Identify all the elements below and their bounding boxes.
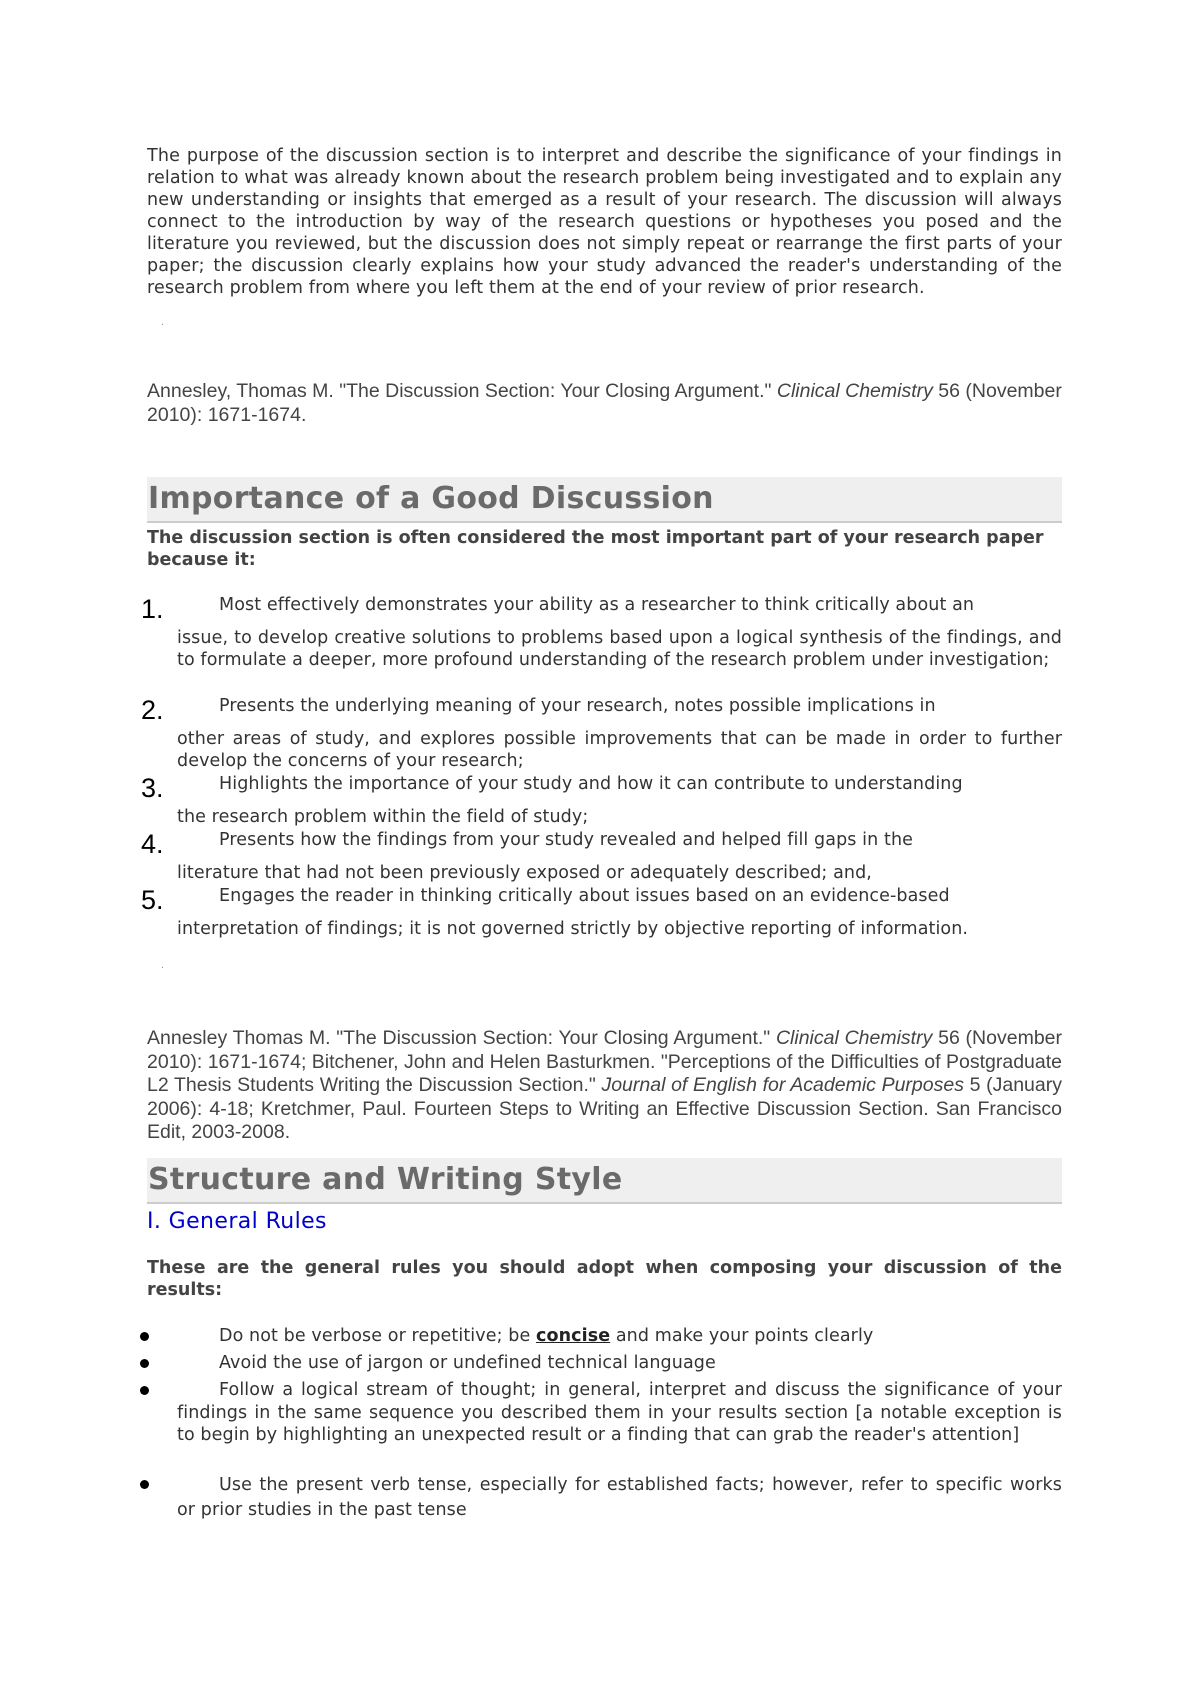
- citation-1-text: Annesley, Thomas M. "The Discussion Section: Your Closing Argument.": [147, 380, 777, 402]
- list-item-first-line: Engages the reader in thinking critically about issues based on an evidence-based: [219, 886, 950, 906]
- list-item-first-line: Presents the underlying meaning of your research, notes possible implications in: [219, 696, 936, 716]
- list-item-text: [177, 1473, 1062, 1523]
- list-item-text-pre: Follow a logical stream of thought; in general, interpret and discuss the significance of your findings in the same sequence you described them in your results section [a notable exception is to begin by highlighting an unexpected result or a finding that can grab the reader's attention]: [177, 1380, 1062, 1445]
- list-item-text: [177, 594, 1062, 671]
- list-item-text-post: and make your points clearly: [610, 1326, 874, 1346]
- citation-2: [147, 1027, 1062, 1145]
- list-number: 1.: [141, 594, 164, 624]
- list-item-text: [177, 695, 1062, 772]
- list-item-rest: interpretation of findings; it is not governed strictly by objective reporting of information.: [177, 919, 969, 939]
- citation-1-journal: Clinical Chemistry: [776, 380, 933, 402]
- list-item-first-line: Most effectively demonstrates your ability as a researcher to think critically about an: [219, 595, 975, 615]
- list-item-text: [177, 773, 1062, 828]
- citation-2-text-1: Annesley Thomas M. "The Discussion Section: Your Closing Argument.": [147, 1027, 776, 1049]
- intro-paragraph: The purpose of the discussion section is to interpret and describe the significance of your findings in relation to what was already known about the research problem being investigated and to explain any new understanding or insights that emerged as a result of your research. The discussion will always connect to the introduction by way of the research questions or hypotheses you posed and the literature you reviewed, but the discussion does not simply repeat or rearrange the first parts of your paper; the discussion clearly explains how your study advanced the reader's understanding of the research problem from where you left them at the end of your review of prior research.: [147, 146, 1062, 298]
- list-item-rest: the research problem within the field of study;: [177, 807, 589, 827]
- list-number: 2.: [141, 695, 164, 725]
- bullet-icon: [140, 1332, 149, 1341]
- citation-2-journal-1: Clinical Chemistry: [775, 1027, 933, 1049]
- list-item-text: [177, 1379, 1062, 1447]
- citation-1-details: 56 (November 2010): 1671-1674.: [147, 380, 1062, 426]
- list-item-rest: other areas of study, and explores possible improvements that can be made in order to further develop the concerns of your research;: [177, 729, 1062, 771]
- list-number: 4.: [141, 829, 164, 859]
- separator-dot: .: [161, 961, 164, 971]
- citation-1: [147, 380, 1062, 427]
- citation-2-text-2: 56 (November 2010): 1671-1674; Bitchener, John and Helen Basturkmen. "Perceptions of the Difficulties of Postgraduate L2 Thesis Students Writing the Discussion Section.": [147, 1027, 1062, 1096]
- subheading-general-rules: I. General Rules: [147, 1209, 327, 1234]
- citation-2-text-3: 5 (January 2006): 4-18; Kretchmer, Paul. Fourteen Steps to Writing an Effective Discussion Section. San Francisco Edit, 2003-2008.: [147, 1074, 1062, 1143]
- bullet-icon: [140, 1386, 149, 1395]
- list-item-text-pre: Use the present verb tense, especially for established facts; however, refer to specific works or prior studies in the past tense: [177, 1475, 1062, 1520]
- rules-lead: These are the general rules you should adopt when composing your discussion of the results:: [147, 1258, 1062, 1300]
- list-item-text: [177, 1325, 1062, 1347]
- bullet-icon: [140, 1480, 149, 1489]
- list-item-text: [177, 829, 1062, 884]
- citation-2-journal-2: Journal of English for Academic Purposes: [601, 1074, 964, 1096]
- list-item-text: [177, 885, 1062, 940]
- list-item-text-pre: Avoid the use of jargon or undefined technical language: [219, 1353, 716, 1373]
- list-item-text: [177, 1352, 1062, 1374]
- bullet-icon: [140, 1359, 149, 1368]
- list-item-rest: issue, to develop creative solutions to problems based upon a logical synthesis of the findings, and to formulate a deeper, more profound understanding of the research problem under investigation;: [177, 628, 1062, 670]
- heading-importance: Importance of a Good Discussion: [147, 477, 1062, 523]
- list-number: 3.: [141, 773, 164, 803]
- importance-lead: The discussion section is often considered the most important part of your research paper because it:: [147, 528, 1044, 570]
- list-number: 5.: [141, 885, 164, 915]
- separator-dot: .: [161, 318, 164, 328]
- list-item-rest: literature that had not been previously exposed or adequately described; and,: [177, 863, 872, 883]
- heading-structure: Structure and Writing Style: [147, 1158, 1062, 1204]
- list-item-first-line: Highlights the importance of your study and how it can contribute to understanding: [219, 774, 963, 794]
- concise-link[interactable]: concise: [535, 1326, 611, 1346]
- list-item-text-pre: Do not be verbose or repetitive; be: [219, 1326, 536, 1346]
- list-item-first-line: Presents how the findings from your study revealed and helped fill gaps in the: [219, 830, 913, 850]
